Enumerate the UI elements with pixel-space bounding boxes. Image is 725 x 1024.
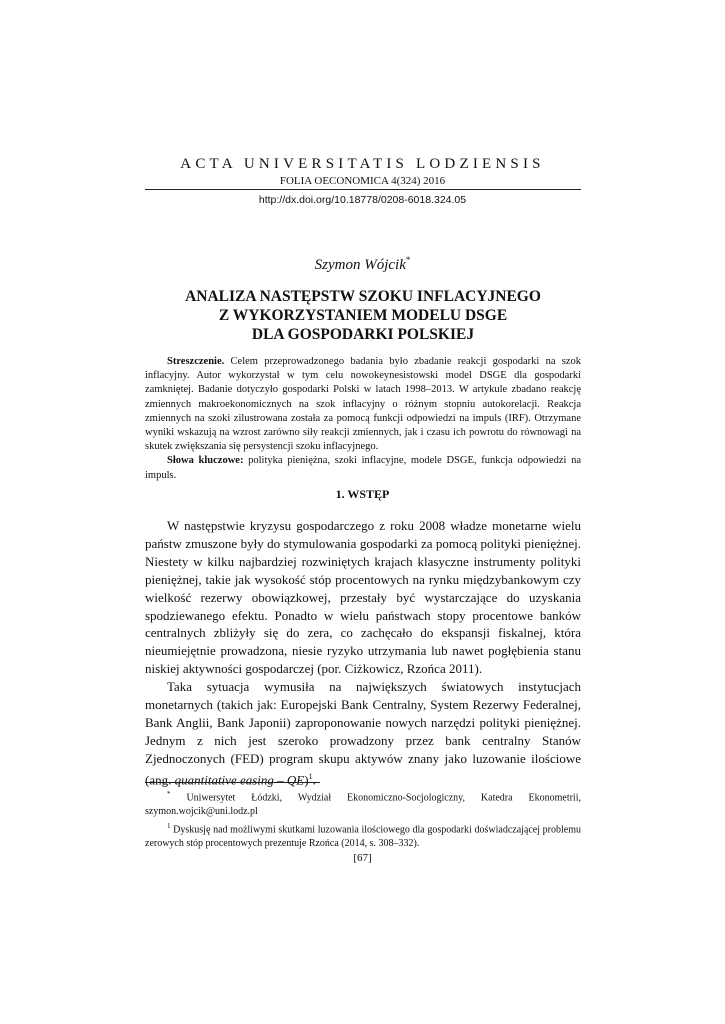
- page-number: [67]: [353, 852, 372, 864]
- header-rule: [145, 189, 581, 190]
- body-text: [145, 517, 581, 789]
- footnote-1-mark: 1: [167, 822, 171, 831]
- author-name: [0, 255, 725, 274]
- footnote-rule: [145, 782, 320, 783]
- paragraph-2-italic: quantitative easing – QE: [174, 772, 305, 788]
- journal-name: ACTA UNIVERSITATIS LODZIENSIS: [180, 156, 545, 172]
- footnote-1: [145, 820, 581, 850]
- paragraph-2-end: ): [304, 772, 309, 788]
- section-heading: 1. WSTĘP: [335, 487, 390, 501]
- paragraph-2-start: Taka sytuacja wymusiła na największych światowych instytucjach monetarnych (takich jak: Europejski Bank Centralny, System Rezerwy Federalnej, Bank Anglii, Bank Japonii) zaproponowanie nowych narzędzi polityki pieniężnej. Jednym z nich jest szeroko prowadzony przez bank centralny Stanów Zjednoczonych (FED) program skupu aktywów znany jako luzowanie ilościowe (ang.: [145, 679, 581, 788]
- author-name-text: Szymon Wójcik: [314, 257, 406, 273]
- author-footnote-mark: *: [405, 255, 411, 265]
- doi-link[interactable]: http://dx.doi.org/10.18778/0208-6018.324.05: [258, 194, 467, 206]
- footnote-ref-1[interactable]: 1: [308, 771, 313, 781]
- title-line-1: ANALIZA NASTĘPSTW SZOKU INFLACYJNEGO: [185, 288, 541, 305]
- title-line-3: DLA GOSPODARKI POLSKIEJ: [251, 326, 475, 343]
- title-line-2: Z WYKORZYSTANIEM MODELU DSGE: [218, 307, 508, 324]
- paragraph-1: W następstwie kryzysu gospodarczego z roku 2008 władze monetarne wielu państw zmuszone były do stymulowania gospodarki za pomocą polityki pieniężnej. Niestety w kilku najbardziej rozwiniętych krajach klasyczne instrumenty polityki pieniężnej, takie jak wysokość stóp procentowych na rynku międzybankowym czy wielkość rezerwy obowiązkowej, przestały być wystarczające do uzyskania spodziewanego efektu. Ponadto w wielu państwach stopy procentowe banków centralnych zbliżyły się do zera, co zachęcało do ekspansji fiskalnej, która nieumiejętnie prowadzona, niesie ryzyko utrzymania lub nawet pogłębienia stanu niskiej aktywności gospodarczej (por. Ciżkowicz, Rzońca 2011).: [145, 518, 581, 677]
- keywords-text: polityka pieniężna, szoki inflacyjne, modele DSGE, funkcja odpowiedzi na impuls.: [145, 455, 581, 481]
- journal-issue: FOLIA OECONOMICA 4(324) 2016: [279, 175, 446, 187]
- keywords-label: Słowa kluczowe:: [167, 455, 244, 467]
- paragraph-2: [145, 678, 581, 789]
- footnote-1-text: Dyskusję nad możliwymi skutkami luzowania ilościowego dla gospodarki doświadczającej problemu zerowych stóp procentowych prezentuje Rzońca (2014, s. 308–332).: [145, 824, 581, 850]
- paragraph-2-tail: .: [312, 772, 316, 788]
- footnote-author-text: Uniwersytet Łódzki, Wydział Ekonomiczno-Socjologiczny, Katedra Ekonometrii, szymon.wojcik@uni.lodz.pl: [145, 792, 581, 817]
- footnotes: [145, 788, 581, 853]
- article-title: [145, 287, 581, 344]
- abstract-text: Celem przeprowadzonego badania było zbadanie reakcji gospodarki na szok inflacyjny. Autor wykorzystał w tym celu nowokeynesistowski model DSGE dla gospodarki zamkniętej. Badanie dotyczyło gospodarki Polski w latach 1998–2013. W artykule zbadano reakcję zmiennych makroekonomicznych na szok inflacyjny o różnym stopniu autokorelacji. Reakcja zmiennych na szoki zilustrowana została za pomocą funkcji odpowiedzi na impuls (IRF). Otrzymane wyniki wskazują na wzrost zarówno siły reakcji zmiennych, jak i czasu ich powrotu do równowagi na skutek zwiększania się persystencji szoku inflacyjnego.: [145, 356, 582, 453]
- footnote-author: [145, 788, 581, 818]
- footnote-author-mark: *: [167, 790, 171, 798]
- abstract-label: Streszczenie.: [167, 356, 225, 367]
- abstract: [145, 355, 581, 483]
